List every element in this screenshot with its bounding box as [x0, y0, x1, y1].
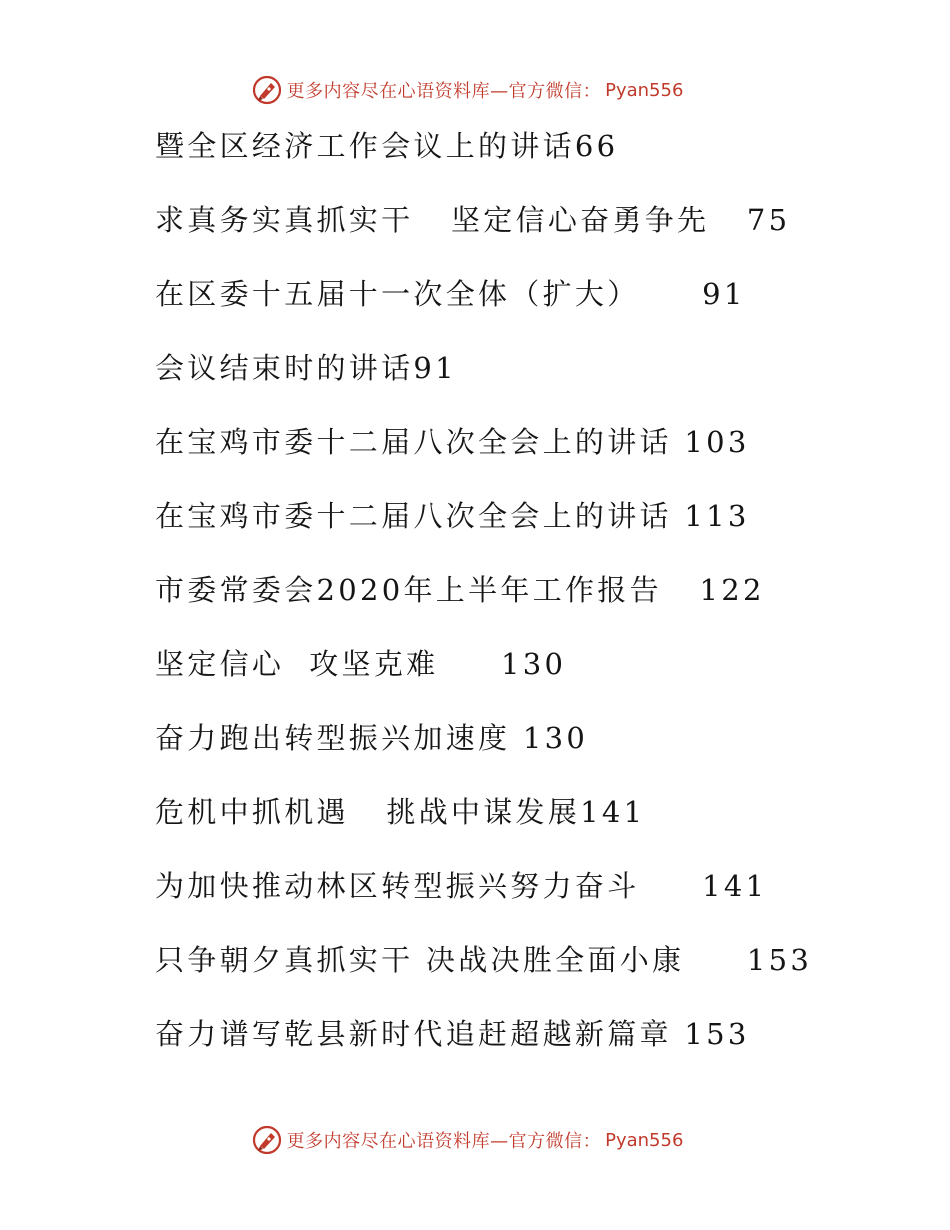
toc-entry: 奋力谱写乾县新时代追赶超越新篇章 153 — [155, 1017, 750, 1051]
toc-entry: 市委常委会2020年上半年工作报告 122 — [155, 573, 765, 607]
toc-entry: 在宝鸡市委十二届八次全会上的讲话 103 — [155, 425, 750, 459]
watermark-content — [251, 74, 684, 106]
toc-entry: 暨全区经济工作会议上的讲话66 — [155, 129, 619, 163]
toc-entry: 奋力跑出转型振兴加速度 130 — [155, 721, 589, 755]
toc-entry: 坚定信心 攻坚克难 130 — [155, 647, 567, 681]
toc-entry: 在宝鸡市委十二届八次全会上的讲话 113 — [155, 499, 750, 533]
toc-entry: 会议结束时的讲话91 — [155, 351, 457, 385]
watermark-text: 更多内容尽在心语资料库—官方微信： — [286, 1131, 602, 1152]
pen-nib-logo-icon — [251, 1124, 283, 1156]
watermark-content — [251, 1124, 684, 1156]
pen-nib-logo-icon — [251, 74, 283, 106]
toc-list — [155, 122, 855, 1084]
toc-entry: 危机中抓机遇 挑战中谋发展141 — [155, 795, 646, 829]
watermark-banner-bottom — [0, 1120, 950, 1160]
toc-entry: 在区委十五届十一次全体（扩大） 91 — [155, 277, 746, 311]
toc-entry: 只争朝夕真抓实干 决战决胜全面小康 153 — [155, 943, 813, 977]
toc-entry: 求真务实真抓实干 坚定信心奋勇争先 75 — [155, 203, 791, 237]
watermark-text: 更多内容尽在心语资料库—官方微信： — [286, 81, 602, 102]
watermark-wechat-id: Pyan556 — [605, 79, 684, 101]
watermark-banner-top — [0, 70, 950, 110]
watermark-wechat-id: Pyan556 — [605, 1129, 684, 1151]
toc-entry: 为加快推动林区转型振兴努力奋斗 141 — [155, 869, 768, 903]
